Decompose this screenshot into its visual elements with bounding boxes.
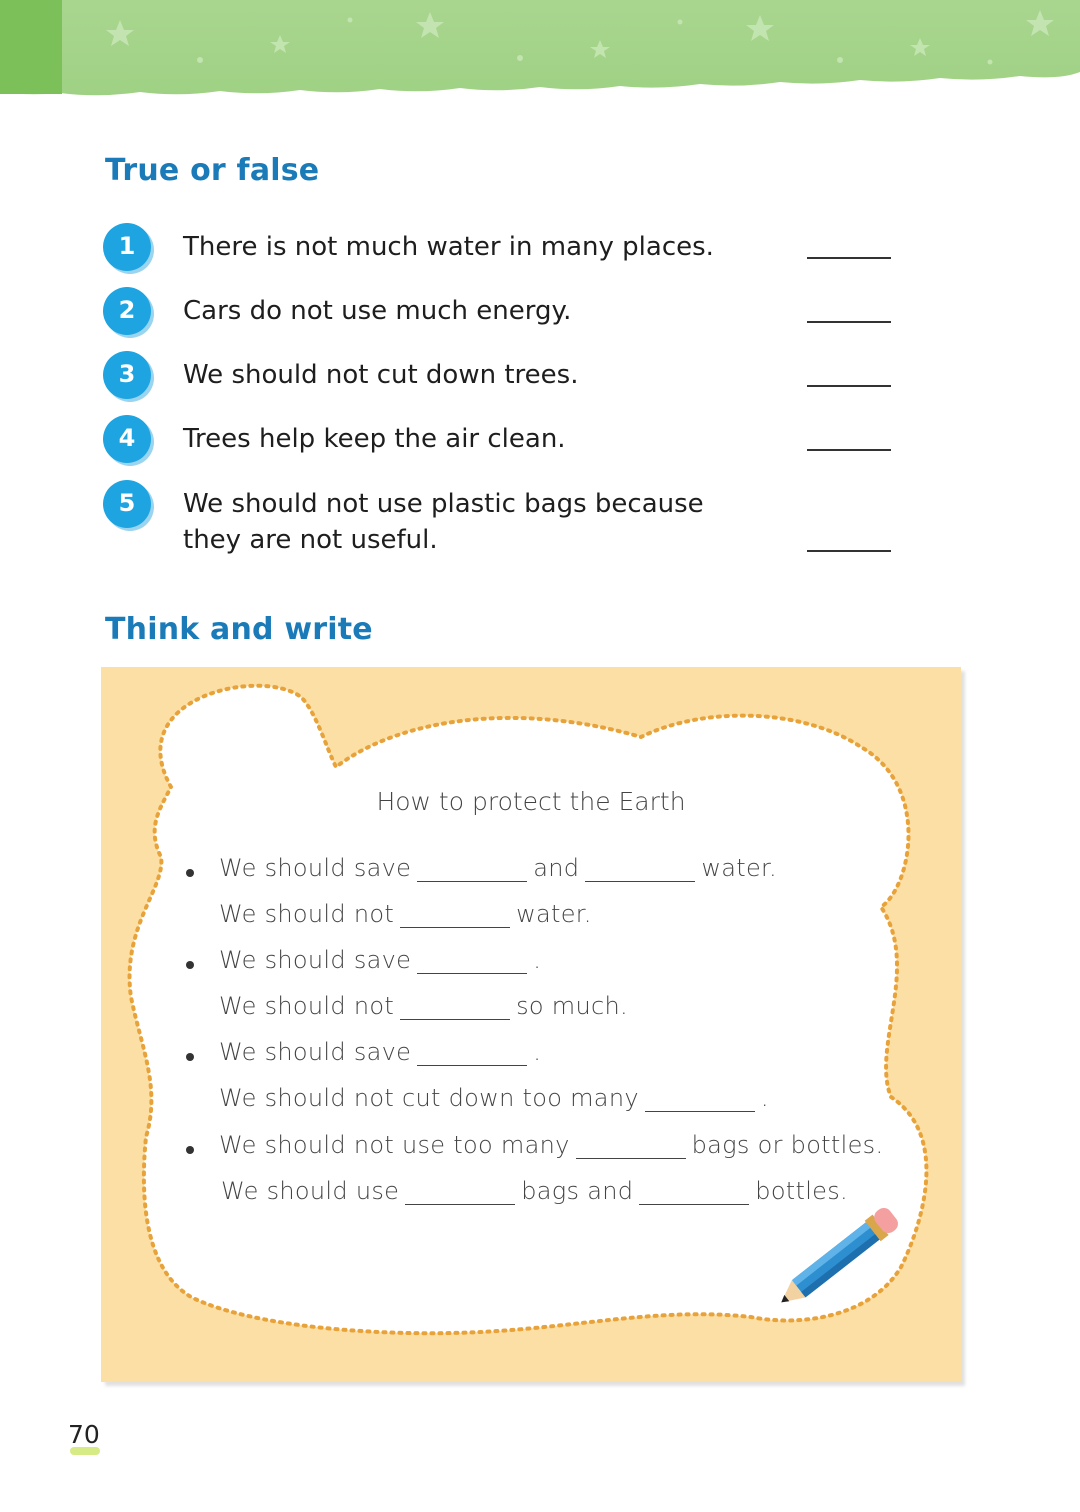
line-text: We should not <box>219 900 395 928</box>
number-badge: 5 <box>103 480 151 528</box>
tf-item-2 <box>103 287 903 357</box>
line-text: We should not use too many <box>219 1131 570 1159</box>
answer-blank[interactable] <box>807 385 891 387</box>
worksheet-line-2 <box>219 900 592 928</box>
tf-statement: We should not use plastic bags because they are not useful. <box>183 489 704 555</box>
tf-item-3 <box>103 351 903 421</box>
fill-blank[interactable] <box>417 859 527 882</box>
number-badge: 3 <box>103 351 151 399</box>
number-badge: 2 <box>103 287 151 335</box>
line-text: We should save <box>219 946 412 974</box>
line-text: . <box>533 1038 542 1066</box>
worksheet-line-6 <box>219 1084 769 1112</box>
tf-item-4 <box>103 415 903 485</box>
number-badge: 4 <box>103 415 151 463</box>
fill-blank[interactable] <box>400 905 510 928</box>
bullet <box>186 1146 194 1154</box>
answer-blank[interactable] <box>807 321 891 323</box>
tf-item-5 <box>103 480 903 580</box>
fill-blank[interactable] <box>417 951 527 974</box>
line-text: bags or bottles. <box>691 1131 884 1159</box>
line-text: . <box>533 946 542 974</box>
line-text: We should save <box>219 1038 412 1066</box>
bullet <box>186 869 194 877</box>
tf-statement: Trees help keep the air clean. <box>183 424 566 454</box>
line-text: so much. <box>516 992 628 1020</box>
line-text: . <box>760 1084 769 1112</box>
fill-blank[interactable] <box>639 1182 749 1205</box>
bullet <box>186 1053 194 1061</box>
true-false-heading: True or false <box>105 153 320 188</box>
tf-statement: We should not cut down trees. <box>183 360 579 390</box>
page-number: 70 <box>68 1420 100 1449</box>
fill-blank[interactable] <box>405 1182 515 1205</box>
pencil-icon <box>766 1197 916 1317</box>
line-text: We should not cut down too many <box>219 1084 639 1112</box>
header-banner <box>0 0 1080 100</box>
answer-blank[interactable] <box>807 449 891 451</box>
worksheet-title: How to protect the Earth <box>376 787 686 816</box>
fill-blank[interactable] <box>585 859 695 882</box>
line-text: bags and <box>521 1177 634 1205</box>
worksheet-line-4 <box>219 992 628 1020</box>
think-write-heading: Think and write <box>105 612 373 647</box>
fill-blank[interactable] <box>576 1136 686 1159</box>
bullet <box>186 961 194 969</box>
line-text: and <box>533 854 580 882</box>
fill-blank[interactable] <box>417 1043 527 1066</box>
fill-blank[interactable] <box>400 997 510 1020</box>
worksheet-line-1 <box>219 854 777 882</box>
tf-item-1 <box>103 223 903 293</box>
number-badge: 1 <box>103 223 151 271</box>
tf-statement: There is not much water in many places. <box>183 232 714 262</box>
writing-panel <box>101 667 961 1382</box>
answer-blank[interactable] <box>807 550 891 552</box>
worksheet-line-5 <box>219 1038 541 1066</box>
worksheet-line-8 <box>221 1177 848 1205</box>
line-text: We should save <box>219 854 412 882</box>
worksheet-line-7 <box>219 1131 883 1159</box>
answer-blank[interactable] <box>807 257 891 259</box>
tf-statement: Cars do not use much energy. <box>183 296 572 326</box>
fill-blank[interactable] <box>645 1089 755 1112</box>
line-text: water. <box>701 854 777 882</box>
line-text: bottles. <box>755 1177 848 1205</box>
line-text: water. <box>516 900 592 928</box>
worksheet-line-3 <box>219 946 541 974</box>
line-text: We should not <box>219 992 395 1020</box>
line-text: We should use <box>221 1177 400 1205</box>
